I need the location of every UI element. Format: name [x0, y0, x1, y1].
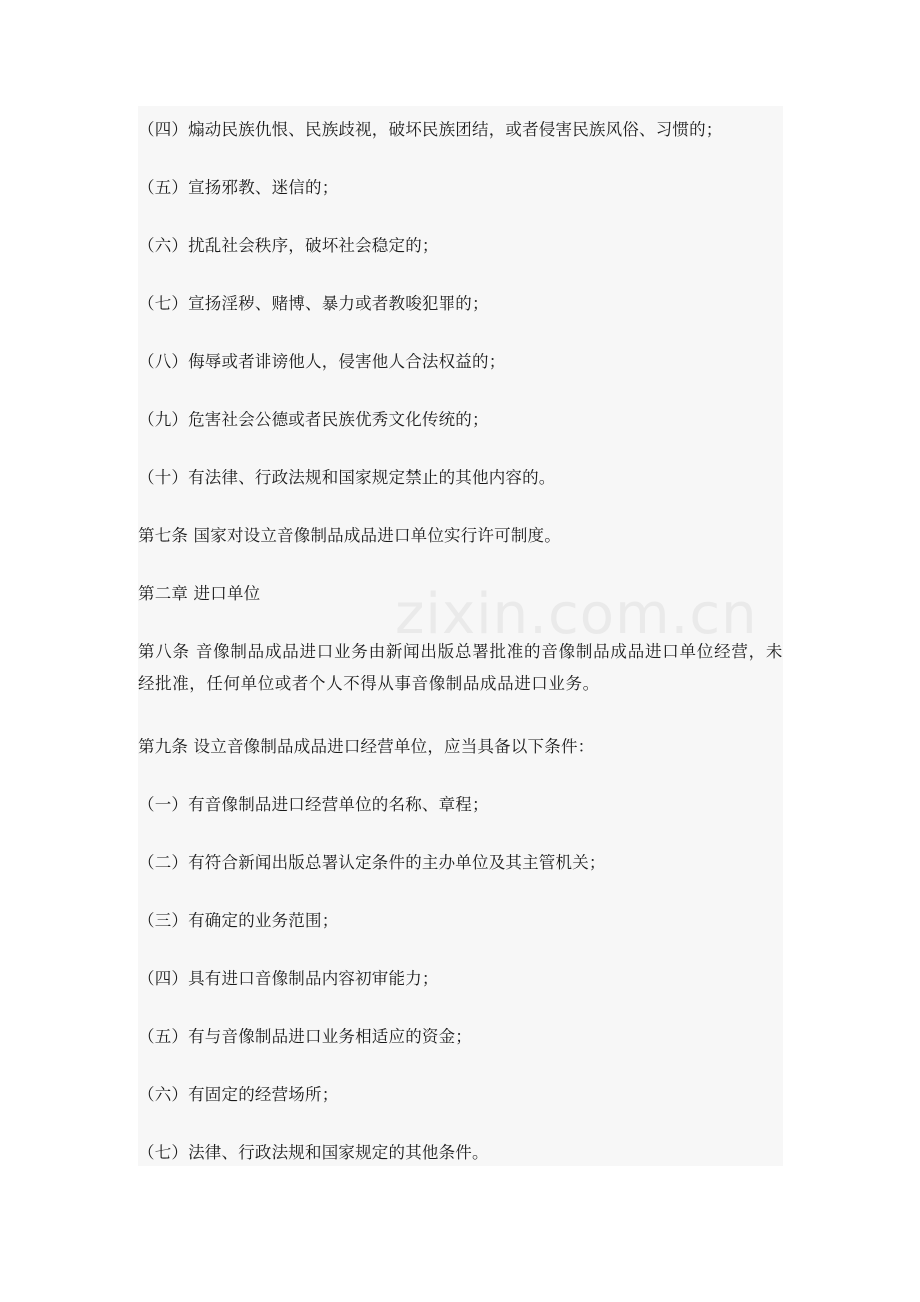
condition-6: （六）有固定的经营场所；	[138, 1085, 339, 1104]
article-9: 第九条 设立音像制品成品进口经营单位，应当具备以下条件：	[138, 737, 595, 756]
clause-9-morality: （九）危害社会公德或者民族优秀文化传统的；	[138, 410, 489, 429]
clause-10-other: （十）有法律、行政法规和国家规定禁止的其他内容的。	[138, 468, 556, 487]
clause-8-defamation: （八）侮辱或者诽谤他人，侵害他人合法权益的；	[138, 352, 506, 371]
condition-4: （四）具有进口音像制品内容初审能力；	[138, 969, 439, 988]
clause-4-ethnic: （四）煽动民族仇恨、民族歧视，破坏民族团结，或者侵害民族风俗、习惯的；	[138, 120, 723, 139]
clause-5-cult: （五）宣扬邪教、迷信的；	[138, 178, 339, 197]
condition-2: （二）有符合新闻出版总署认定条件的主办单位及其主管机关；	[138, 853, 606, 872]
condition-3: （三）有确定的业务范围；	[138, 911, 339, 930]
condition-1: （一）有音像制品进口经营单位的名称、章程；	[138, 795, 489, 814]
chapter-2-heading: 第二章 进口单位	[138, 584, 261, 603]
article-7: 第七条 国家对设立音像制品成品进口单位实行许可制度。	[138, 526, 561, 545]
clause-6-order: （六）扰乱社会秩序，破坏社会稳定的；	[138, 236, 439, 255]
clause-7-obscenity: （七）宣扬淫秽、赌博、暴力或者教唆犯罪的；	[138, 294, 489, 313]
condition-7: （七）法律、行政法规和国家规定的其他条件。	[138, 1143, 489, 1162]
condition-5: （五）有与音像制品进口业务相适应的资金；	[138, 1027, 472, 1046]
article-8: 第八条 音像制品成品进口业务由新闻出版总署批准的音像制品成品进口单位经营，未经批准，任何单位或者个人不得从事音像制品成品进口业务。	[138, 642, 783, 693]
